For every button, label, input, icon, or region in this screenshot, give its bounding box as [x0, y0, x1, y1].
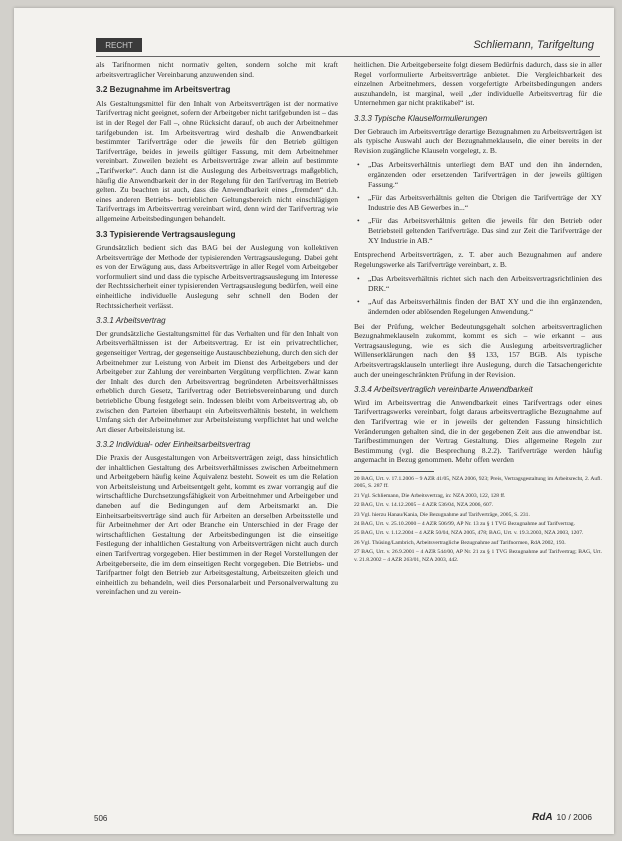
clause-item: • „Für das Arbeitsverhältnis gelten die Übrigen die Tarifverträge der XY Industrie des AB Gewerbes in...“: [366, 193, 602, 212]
section-heading-3-2: 3.2 Bezugnahme im Arbeitsvertrag: [96, 85, 231, 95]
journal-logo: RdA: [531, 812, 553, 823]
footnote: 24 BAG, Urt. v. 25.10.2000 – 4 AZR 506/99, AP Nr. 13 zu § 1 TVG Bezugnahme auf Tarifvertrag.: [354, 521, 575, 527]
section-3-2-paragraph: Als Gestaltungsmittel für den Inhalt von Arbeitsverträgen ist der normative Tarifvertrag nicht geeignet, sofern der Arbeitgeber nicht tarifgebunden ist – das ist in der Regel der Fall –, ohne Rücksicht darauf, ob auch der Arbeitnehmer tarifgebunden ist. Im Arbeitsvertrag wird deshalb die Anwendbarkeit bestimmter Tarifverträge oder die jeweils für den Betrieb gültigen Tarifverträge, beides in jeweils gültiger Fassung, mit dem Arbeitnehmer vereinbart. Zuweilen bezieht es Arbeitsverträge zwar allein auf bestimmte „Tarifwerke“. Auch dann ist die Auslegung des Arbeitsvertrags maßgeblich, häufig die Anwendbarkeit der in der Regelung für den Tarifvertrag im Betrieb gelten. Zu beachten ist auch, dass die Anwendbarkeit eines „fremden“ d.h. eines anderen Betriebs- betrieblichen Geltungsbereich nicht einschlägigen Tarifvertrags im Arbeitsvertrag vereinbart wird, denn wird der Tarifvertrag wie allgemeine Arbeitsbedingungen behandelt.: [96, 98, 338, 223]
footnote: 27 BAG, Urt. v. 26.9.2001 – 4 AZR 544/00, AP Nr. 21 zu § 1 TVG Bezugnahme auf Tarifvertrag; BAG, Urt. v. 21.8.2002 – 4 AZR 263/01, NZA 2003, 442.: [354, 549, 602, 563]
footnote: 26 Vgl. Thüsing/Lambrich, Arbeitsvertragliche Bezugnahme auf Tarifnormen, RdA 2002, 193.: [354, 539, 566, 546]
section-heading-3-3: 3.3 Typisierende Vertragsauslegung: [96, 229, 236, 239]
journal-issue: [532, 812, 592, 823]
section-heading-3-3-2: 3.3.2 Individual- oder Einheitsarbeitsvertrag: [96, 440, 251, 450]
footnote: 25 BAG, Urt. v. 1.12.2004 – 4 AZR 50/04, NZA 2005, 478; BAG, Urt. v. 19.3.2003, NZA 2003, 1207.: [354, 530, 584, 537]
section-3-3-1-paragraph: Der grundsätzliche Gestaltungsmittel für das Verhalten und für den Inhalt von Arbeitsverhältnissen ist der Arbeitsvertrag. Er ist ein privatrechtlicher, gegenseitiger Vertrag, der gegenseitige Austauschbeziehung, durch den sich der Arbeitnehmer zur Leistung von Arbeit im Dienst des Arbeitgebers und der Arbeitgeber zur Zahlung der vereinbarten Vergütung verpflichten. Zwar kann der Inhalt des durch den Arbeitsvertrag begründeten Arbeitsverhältnisses erheblich durch Gesetz, Tarifvertrag oder Betriebsvereinbarung und durch betriebliche Übung festgelegt sein. Indessen bleibt vom Arbeitsvertrag ab, ob zwischen den Parteien überhaupt ein Arbeitsverhältnis besteht, in welchem Umfang sich der Arbeitnehmer zur Arbeitsleistung verpflichtet hat und welche Art dieser Arbeitsleistung ist.: [96, 328, 338, 434]
section-3-3-2-paragraph: Die Praxis der Ausgestaltungen von Arbeitsverträgen zeigt, dass hinsichtlich der inhaltlichen Gestaltung des Arbeitsverhältnisses zwischen Arbeitnehmern und Arbeitgebern häufig keine Äquivalenz besteht. Soweit es um die Relation von Arbeitsleistung und Arbeitsentgelt geht, kommt es zwar vorrangig auf die wirtschaftliche Durchsetzungsfähigkeit von Arbeitnehmer und Arbeitgeber und daneben auf die Bedingungen auf dem Arbeitsmarkt an. Die Einheitsarbeitsverträge sind auch für Arbeiten an derselben Arbeitsstelle und für Arbeitnehmer der Art oder Branche ein Unterschied in der Frage der wirtschaftlichen Gestaltung der Arbeitsbedingungen ist die einseitige Festlegung der inhaltlichen Gestaltung von Arbeitsverträgen nicht auch durch einen Tarifvertrag vorgegeben. Hier bestimmen in der Regel Vorstellungen der Arbeitgeberseite, die im dem einseitigen Recht vorgegeben. Die Betriebs- und Tarifpartner folgt den Betrieb zur Arbeitsgestaltung, Arbeitszeiten gleich und einheitlich zu behandeln, weil dies Personalarbeit und Personalverwaltung zu vereinfachen und zu verein-: [96, 452, 338, 597]
clause-list-tarif: [354, 160, 602, 245]
page-number: 506: [94, 814, 108, 823]
left-column: [96, 60, 338, 602]
clause-list-other: [354, 274, 602, 316]
section-heading-3-3-1: 3.3.1 Arbeitsvertrag: [96, 316, 166, 326]
clause-item: • „Für das Arbeitsverhältnis gelten die jeweils für den Betrieb oder Betriebsteil geltenden Tarifverträge. Das sind zur Zeit die Tarifverträge der XY Industrie in AB.“: [366, 216, 602, 245]
section-3-3-paragraph: Grundsätzlich bedient sich das BAG bei der Auslegung von kollektiven Arbeitsverträge der Methode der typisierenden Vertragsauslegung. Dabei geht es von der Erwägung aus, dass Arbeitsverträge in aller Regel vom Arbeitgeber vorformuliert sind und dass die typische Arbeitsvertragsauslegung im Interesse der Rechtssicherheit einer typisierenden Vertragsauslegung bedürfen, weil eine einheitliche individuelle Auslegung sehr schnell den Boden der Rechtssicherheit verlässt.: [96, 243, 338, 310]
transition-paragraph: Entsprechend Arbeitsverträgen, z. T. aber auch Bezugnahmen auf andere Regelungswerke als Tarifverträge vereinbart, z. B.: [354, 250, 602, 269]
section-heading-3-3-3: 3.3.3 Typische Klauselformulierungen: [354, 113, 488, 123]
footnote: 21 Vgl. Schliemann, Die Arbeitsvertrag, in: NZA 2003, 122, 128 ff.: [354, 492, 506, 499]
section-heading-3-3-4: 3.3.4 Arbeitsvertraglich vereinbarte Anwendbarkeit: [354, 385, 533, 395]
right-intro-paragraph: heitlichen. Die Arbeitgeberseite folgt diesem Bedürfnis dadurch, dass sie in aller Regel vorformulierte Arbeitsverträge anbietet. Die Vergleichbarkeit des einzelnen Arbeitnehmers, dessen vorgefertigte Arbeitsbedingungen anders auszuhandeln, ist marginal, weil „der individuelle Arbeitsvertrag für die Unternehmen gar nicht praktikabel“ ist.: [354, 60, 602, 108]
document-page: [14, 8, 614, 834]
footnote: 23 Vgl. hierzu Hanau/Kania, Die Bezugnahme auf Tarifverträge, 2005, S. 231.: [354, 511, 530, 518]
footnote: 20 BAG, Urt. v. 17.1.2006 – 9 AZR 41/05, NZA 2006, 923; Preis, Vertragsgestaltung im Arbeitsrecht, 2. Aufl. 2005, S. 287 ff.: [354, 475, 602, 490]
right-column: [354, 60, 602, 566]
clause-item: • „Das Arbeitsverhältnis richtet sich nach den Arbeitsvertragsrichtlinien des DRK.“: [366, 274, 602, 293]
section-3-3-3-paragraph: Der Gebrauch im Arbeitsverträge derartige Bezugnahmen zu Arbeitsverträgen ist als typische Auswahl auch der Bezugnahmeklauseln, die einer bereits in der Revision zugängliche Klauseln vorgelegt, z. B.: [354, 126, 602, 155]
section-3-3-4-paragraph: Wird im Arbeitsvertrag die Anwendbarkeit eines Tarifvertrags oder eines Tarifvertragswerks vereinbart, folgt daraus arbeitsvertragliche Bezugnahme auf den Tarifvertrag wie er in jeweils der geltenden Fassung hinsichtlich Veränderungen gehalten sind, die in der gegebenen Zeit aus die anwendbar ist. Tarifbestimmungen der Vertrag Gestaltung. Dies allgemeine Regeln zur Bestimmung (vgl. die Besprechung 8.2.2). Tarifverträge werden häufig angemacht in Bezug genommen. Mehr offen werden: [354, 397, 602, 465]
clause-item: • „Auf das Arbeitsverhältnis finden der BAT XY und die ihn ergänzenden, ändernden oder ablösenden Regelungen Anwendung.“: [366, 297, 602, 316]
footnote-rule: [354, 471, 434, 472]
section-badge: RECHT: [96, 38, 142, 52]
running-head: Schliemann, Tarifgeltung: [473, 39, 594, 51]
closing-paragraph: Bei der Prüfung, welcher Bedeutungsgehalt solchen arbeitsvertraglichen Bezugnahmeklauseln zukommt, kommt es sich – wie erkannt – aus Vertragsauslegung, wie es sich die Auslegung arbeitsvertraglicher Willenserklärungen nach den §§ 133, 157 BGB. Als typische Arbeitsvertragsklauseln unterliegt ihre Auslegung, durch die Tatsachengerichte auch der uneingeschränkten Prüfung in der Revision.: [354, 321, 602, 379]
clause-item: • „Das Arbeitsverhältnis unterliegt dem BAT und den ihn ändernden, ergänzenden oder ersetzenden Tarifverträgen in der jeweils gültigen Fassung.“: [366, 160, 602, 189]
footnote: 22 BAG, Urt. v. 14.12.2005 – 4 AZR 536/04, NZA 2006, 607.: [354, 502, 494, 509]
header-rule: [96, 56, 600, 57]
footnotes: [354, 476, 602, 564]
left-intro-paragraph: als Tarifnormen nicht normativ gelten, sondern solche mit kraft arbeitsvertraglicher Vereinbarung anzuwenden sind.: [96, 60, 338, 79]
issue-number: 10 / 2006: [556, 812, 592, 822]
